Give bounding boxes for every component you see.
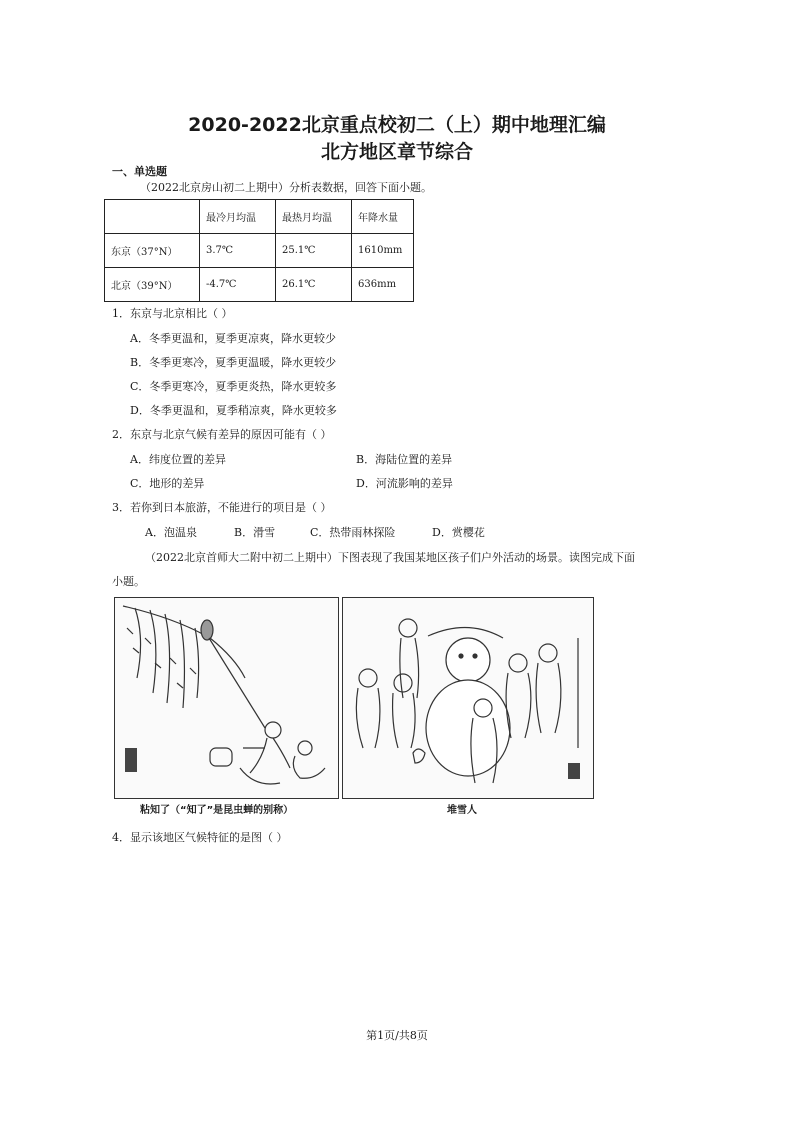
table-cell: -4.7℃	[200, 268, 276, 302]
question-3-option-b: B．滑雪	[234, 526, 276, 539]
question-1-option-a: A．冬季更温和，夏季更凉爽，降水更较少	[130, 332, 336, 345]
seal-icon	[568, 763, 580, 779]
table-cell: 26.1℃	[276, 268, 352, 302]
question-2-option-d: D．河流影响的差异	[356, 477, 453, 490]
question-2-option-b: B．海陆位置的差异	[356, 453, 453, 466]
caption-catching-cicadas: 粘知了（“知了”是昆虫蝉的别称）	[140, 805, 294, 816]
question-1-option-d: D．冬季更温和，夏季稍凉爽，降水更较多	[130, 404, 337, 417]
intro-text-2-cont: 小题。	[112, 575, 145, 588]
table-row	[105, 268, 414, 302]
table-row	[105, 234, 414, 268]
table-header-row	[105, 200, 414, 234]
table-cell: 1610mm	[352, 234, 414, 268]
question-1-stem: 1．东京与北京相比（ ）	[112, 307, 233, 320]
page-footer: 第1页/共8页	[366, 1029, 428, 1042]
question-1-option-b: B．冬季更寒冷，夏季更温暖，降水更较少	[130, 356, 337, 369]
question-2-option-c: C．地形的差异	[130, 477, 205, 490]
climate-table	[104, 199, 414, 302]
document-subtitle: 北方地区章节综合	[320, 141, 473, 163]
illustration-building-snowman	[342, 597, 594, 799]
illustration-catching-cicadas	[114, 597, 339, 799]
cicada-scene-icon	[115, 598, 338, 798]
section-heading: 一、单选题	[112, 165, 167, 178]
intro-text-1: （2022北京房山初二上期中）分析表数据，回答下面小题。	[140, 181, 432, 194]
document-title: 2020-2022北京重点校初二（上）期中地理汇编	[188, 114, 606, 136]
question-3-option-a: A．泡温泉	[145, 526, 197, 539]
intro-text-2: （2022北京首师大二附中初二上期中）下图表现了我国某地区孩子们户外活动的场景。读图完成下面	[145, 551, 635, 564]
question-3-stem: 3．若你到日本旅游，不能进行的项目是（ ）	[112, 501, 332, 514]
question-1-option-c: C．冬季更寒冷，夏季更炎热，降水更较多	[130, 380, 337, 393]
question-4-stem: 4．显示该地区气候特征的是图（ ）	[112, 831, 288, 844]
table-cell: 东京（37°N）	[105, 234, 200, 268]
question-3-option-d: D．赏樱花	[432, 526, 485, 539]
seal-icon	[125, 748, 137, 772]
snowman-scene-icon	[343, 598, 593, 798]
caption-building-snowman: 堆雪人	[447, 805, 477, 816]
table-header-cell	[105, 200, 200, 234]
table-header-cell: 年降水量	[352, 200, 414, 234]
question-2-stem: 2．东京与北京气候有差异的原因可能有（ ）	[112, 428, 332, 441]
table-cell: 3.7℃	[200, 234, 276, 268]
table-cell: 25.1℃	[276, 234, 352, 268]
question-2-option-a: A．纬度位置的差异	[130, 453, 226, 466]
question-3-option-c: C．热带雨林探险	[310, 526, 396, 539]
table-cell: 636mm	[352, 268, 414, 302]
table-header-cell: 最冷月均温	[200, 200, 276, 234]
table-header-cell: 最热月均温	[276, 200, 352, 234]
table-cell: 北京（39°N）	[105, 268, 200, 302]
